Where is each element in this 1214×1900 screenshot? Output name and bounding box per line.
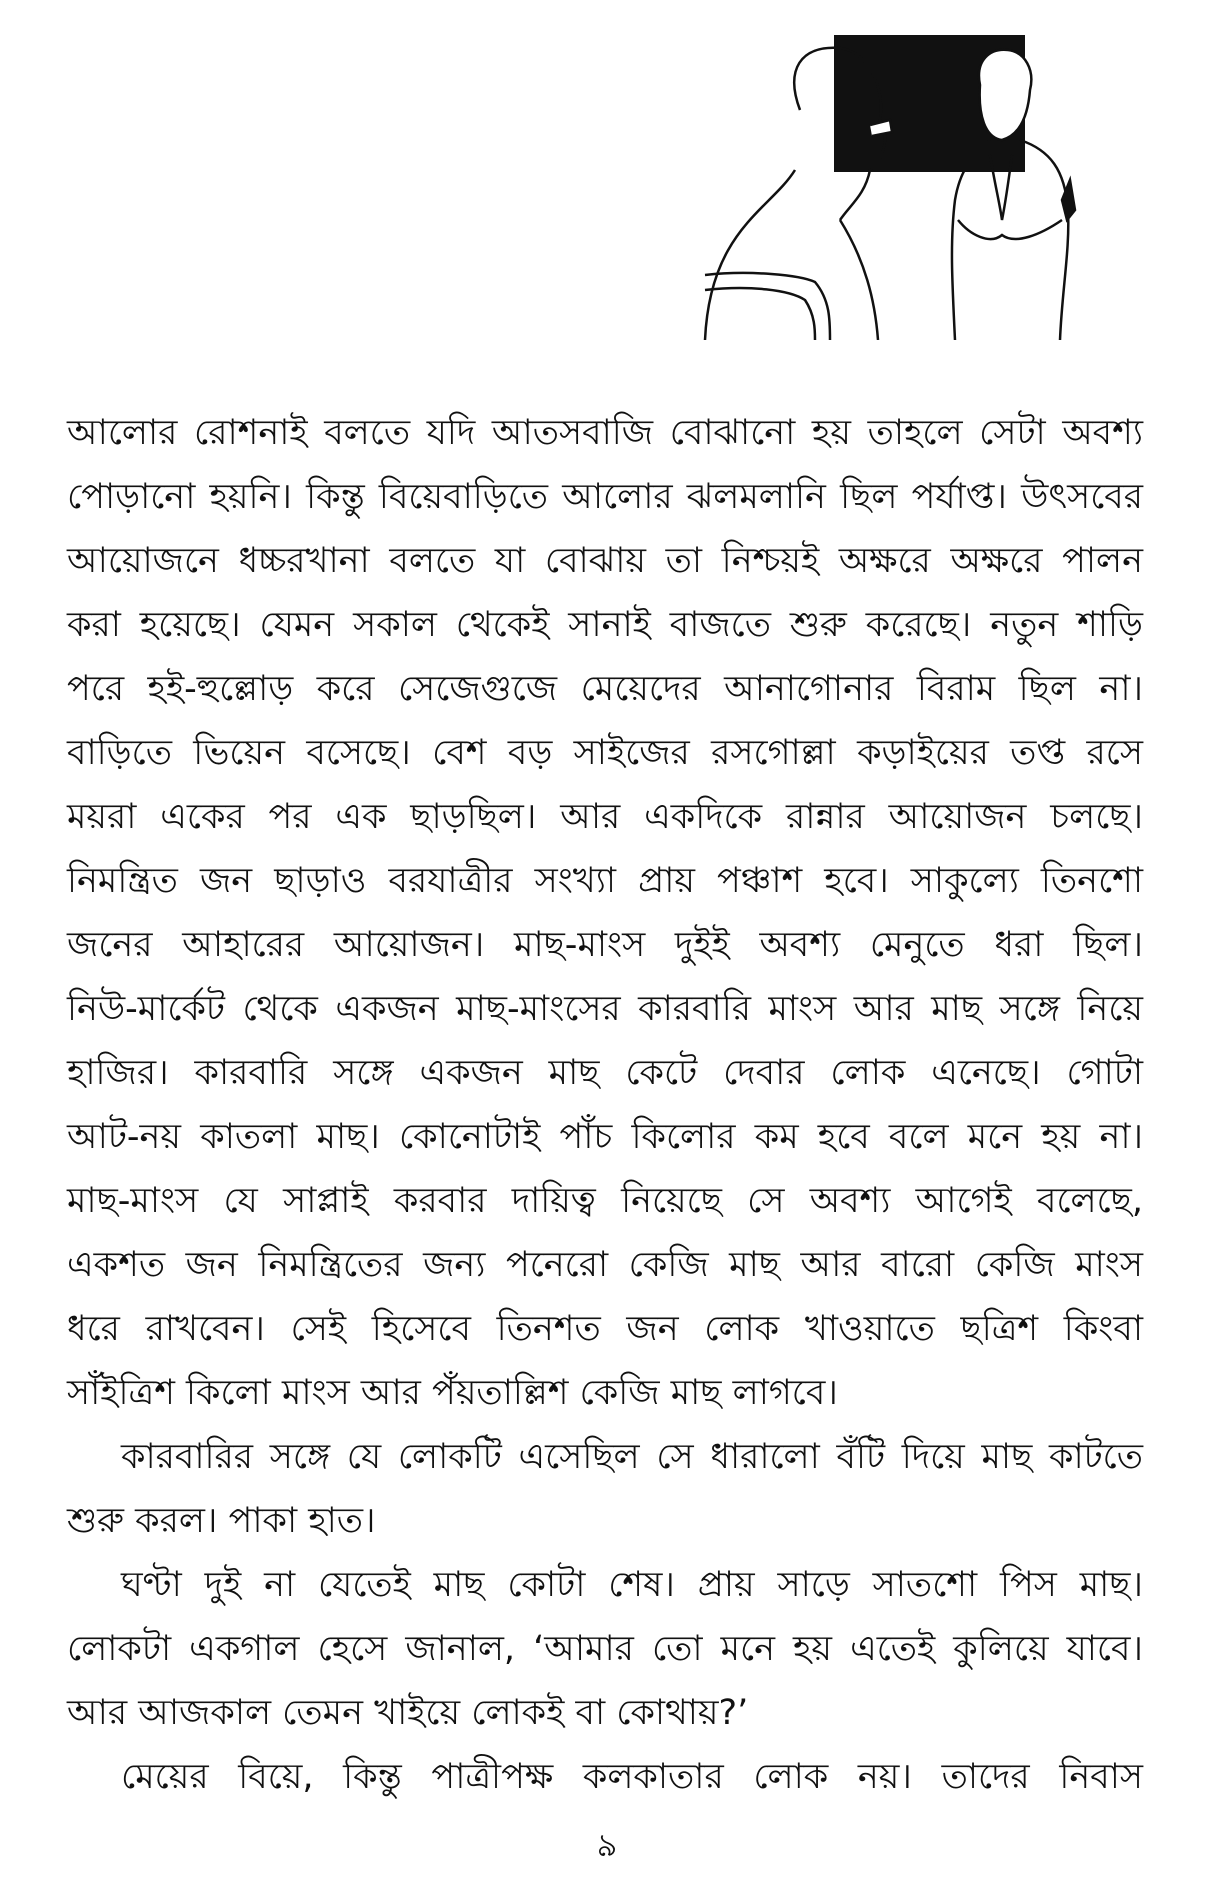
text-line: সাঁইত্রিশ কিলো মাংস আর পঁয়তাল্লিশ কেজি মাছ লাগবে। (67, 1373, 838, 1413)
text-line: নিমন্ত্রিত জন ছাড়াও বরযাত্রীর সংখ্যা প্রায় পঞ্চাশ হবে। সাকুল্যে তিনশো (67, 861, 1143, 901)
text-line: আয়োজনে ধচ্চরখানা বলতে যা বোঝায় তা নিশ্চয়ই অক্ষরে অক্ষরে পালন (67, 541, 1143, 581)
text-line: আলোর রোশনাই বলতে যদি আতসবাজি বোঝানো হয় তাহলে সেটা অবশ্য (67, 413, 1143, 453)
text-line: আট-নয় কাতলা মাছ। কোনোটাই পাঁচ কিলোর কম হবে বলে মনে হয় না। (67, 1117, 1143, 1157)
text-line: নিউ-মার্কেট থেকে একজন মাছ-মাংসের কারবারি মাংস আর মাছ সঙ্গে নিয়ে (67, 989, 1143, 1029)
text-line: বাড়িতে ভিয়েন বসেছে। বেশ বড় সাইজের রসগোল্লা কড়াইয়ের তপ্ত রসে (67, 733, 1143, 773)
text-line: করা হয়েছে। যেমন সকাল থেকেই সানাই বাজতে শুরু করেছে। নতুন শাড়ি (67, 605, 1143, 645)
text-line: পরে হই-হুল্লোড় করে সেজেগুজে মেয়েদের আনাগোনার বিরাম ছিল না। (67, 669, 1143, 709)
text-line: জনের আহারের আয়োজন। মাছ-মাংস দুইই অবশ্য মেনুতে ধরা ছিল। (67, 925, 1143, 965)
text-line: মেয়ের বিয়ে, কিন্তু পাত্রীপক্ষ কলকাতার লোক নয়। তাদের নিবাস (121, 1757, 1143, 1797)
text-line: পোড়ানো হয়নি। কিন্তু বিয়েবাড়িতে আলোর ঝলমলানি ছিল পর্যাপ্ত। উৎসবের (67, 477, 1143, 517)
text-line: শুরু করল। পাকা হাত। (67, 1501, 376, 1541)
text-line: আর আজকাল তেমন খাইয়ে লোকই বা কোথায়?’ (67, 1693, 749, 1733)
text-line: মাছ-মাংস যে সাপ্লাই করবার দায়িত্ব নিয়েছে সে অবশ্য আগেই বলেছে, (67, 1181, 1143, 1221)
illustration-man-and-woman-greeting (690, 20, 1150, 340)
text-line: হাজির। কারবারি সঙ্গে একজন মাছ কেটে দেবার লোক এনেছে। গোটা (67, 1053, 1143, 1093)
page-number: ৯ (596, 1826, 618, 1864)
text-line: ধরে রাখবেন। সেই হিসেবে তিনশত জন লোক খাওয়াতে ছত্রিশ কিংবা (67, 1309, 1143, 1349)
text-line: কারবারির সঙ্গে যে লোকটি এসেছিল সে ধারালো বঁটি দিয়ে মাছ কাটতে (121, 1437, 1143, 1477)
text-line: লোকটা একগাল হেসে জানাল, ‘আমার তো মনে হয় এতেই কুলিয়ে যাবে। (67, 1629, 1143, 1669)
text-line: ঘণ্টা দুই না যেতেই মাছ কোটা শেষ। প্রায় সাড়ে সাতশো পিস মাছ। (121, 1565, 1143, 1605)
text-line: একশত জন নিমন্ত্রিতের জন্য পনেরো কেজি মাছ আর বারো কেজি মাংস (67, 1245, 1143, 1285)
text-line: ময়রা একের পর এক ছাড়ছিল। আর একদিকে রান্নার আয়োজন চলছে। (67, 797, 1143, 837)
